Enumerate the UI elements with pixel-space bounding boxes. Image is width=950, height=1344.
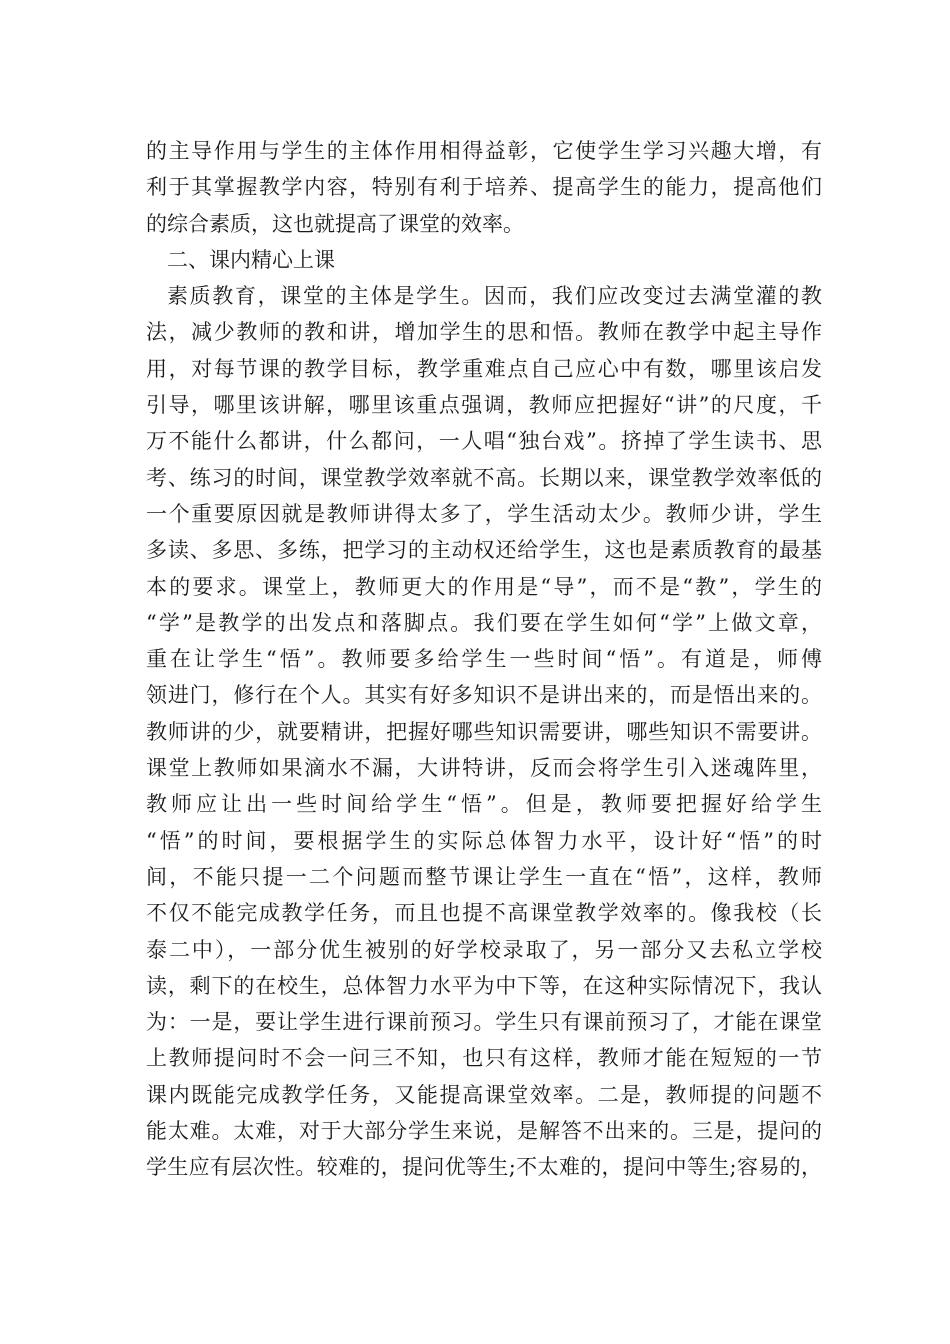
text-line: 法，减少教师的教和讲，增加学生的思和悟。教师在教学中起主导作 xyxy=(146,320,822,345)
text-line: 本的要求。课堂上，教师更大的作用是“导”，而不是“教”，学生的 xyxy=(146,574,822,599)
text-line: 利于其掌握教学内容，特别有利于培养、提高学生的能力，提高他们 xyxy=(146,175,822,200)
text-line: 多读、多思、多练，把学习的主动权还给学生，这也是素质教育的最基 xyxy=(146,538,822,563)
text-line: 为：一是，要让学生进行课前预习。学生只有课前预习了，才能在课堂 xyxy=(146,1010,822,1035)
text-line: “学”是教学的出发点和落脚点。我们要在学生如何“学”上做文章， xyxy=(146,610,822,635)
text-line: 素质教育，课堂的主体是学生。因而，我们应改变过去满堂灌的教 xyxy=(167,284,822,309)
text-line: 不仅不能完成教学任务，而且也提不高课堂教学效率的。像我校（长 xyxy=(146,901,822,926)
text-line: 考、练习的时间，课堂教学效率就不高。长期以来，课堂教学效率低的 xyxy=(146,465,822,490)
text-line: 学生应有层次性。较难的，提问优等生;不太难的，提问中等生;容易的， xyxy=(146,1155,822,1180)
text-line: 的综合素质，这也就提高了课堂的效率。 xyxy=(146,211,524,236)
body-text xyxy=(146,133,822,1186)
text-line: 重在让学生“悟”。教师要多给学生一些时间“悟”。有道是，师傅 xyxy=(146,647,822,672)
text-line: 间，不能只提一二个问题而整节课让学生一直在“悟”，这样，教师 xyxy=(146,864,822,889)
text-line: 课内既能完成教学任务，又能提高课堂效率。二是，教师提的问题不 xyxy=(146,1082,822,1107)
text-line: 课堂上教师如果滴水不漏，大讲特讲，反而会将学生引入迷魂阵里， xyxy=(146,756,822,781)
text-line: 教师应让出一些时间给学生“悟”。但是，教师要把握好给学生 xyxy=(146,792,822,817)
text-line: 引导，哪里该讲解，哪里该重点强调，教师应把握好“讲”的尺度，千 xyxy=(146,393,822,418)
text-line: 用，对每节课的教学目标，教学重难点自己应心中有数，哪里该启发 xyxy=(146,356,822,381)
text-line: 教师讲的少，就要精讲，把握好哪些知识需要讲，哪些知识不需要讲。 xyxy=(146,719,822,744)
text-line: 万不能什么都讲，什么都问，一人唱“独台戏”。挤掉了学生读书、思 xyxy=(146,429,822,454)
section-heading: 二、课内精心上课 xyxy=(167,247,335,272)
text-line: 能太难。太难，对于大部分学生来说，是解答不出来的。三是，提问的 xyxy=(146,1119,822,1144)
text-line: 读，剩下的在校生，总体智力水平为中下等，在这种实际情况下，我认 xyxy=(146,973,822,998)
text-line: 上教师提问时不会一问三不知，也只有这样，教师才能在短短的一节 xyxy=(146,1046,822,1071)
text-line: “悟”的时间，要根据学生的实际总体智力水平，设计好“悟”的时 xyxy=(146,828,822,853)
text-line: 的主导作用与学生的主体作用相得益彰，它使学生学习兴趣大增，有 xyxy=(146,139,822,163)
text-line: 泰二中），一部分优生被别的好学校录取了，另一部分又去私立学校 xyxy=(146,937,822,962)
text-line: 一个重要原因就是教师讲得太多了，学生活动太少。教师少讲，学生 xyxy=(146,501,822,526)
text-line: 领进门，修行在个人。其实有好多知识不是讲出来的，而是悟出来的。 xyxy=(146,683,822,708)
